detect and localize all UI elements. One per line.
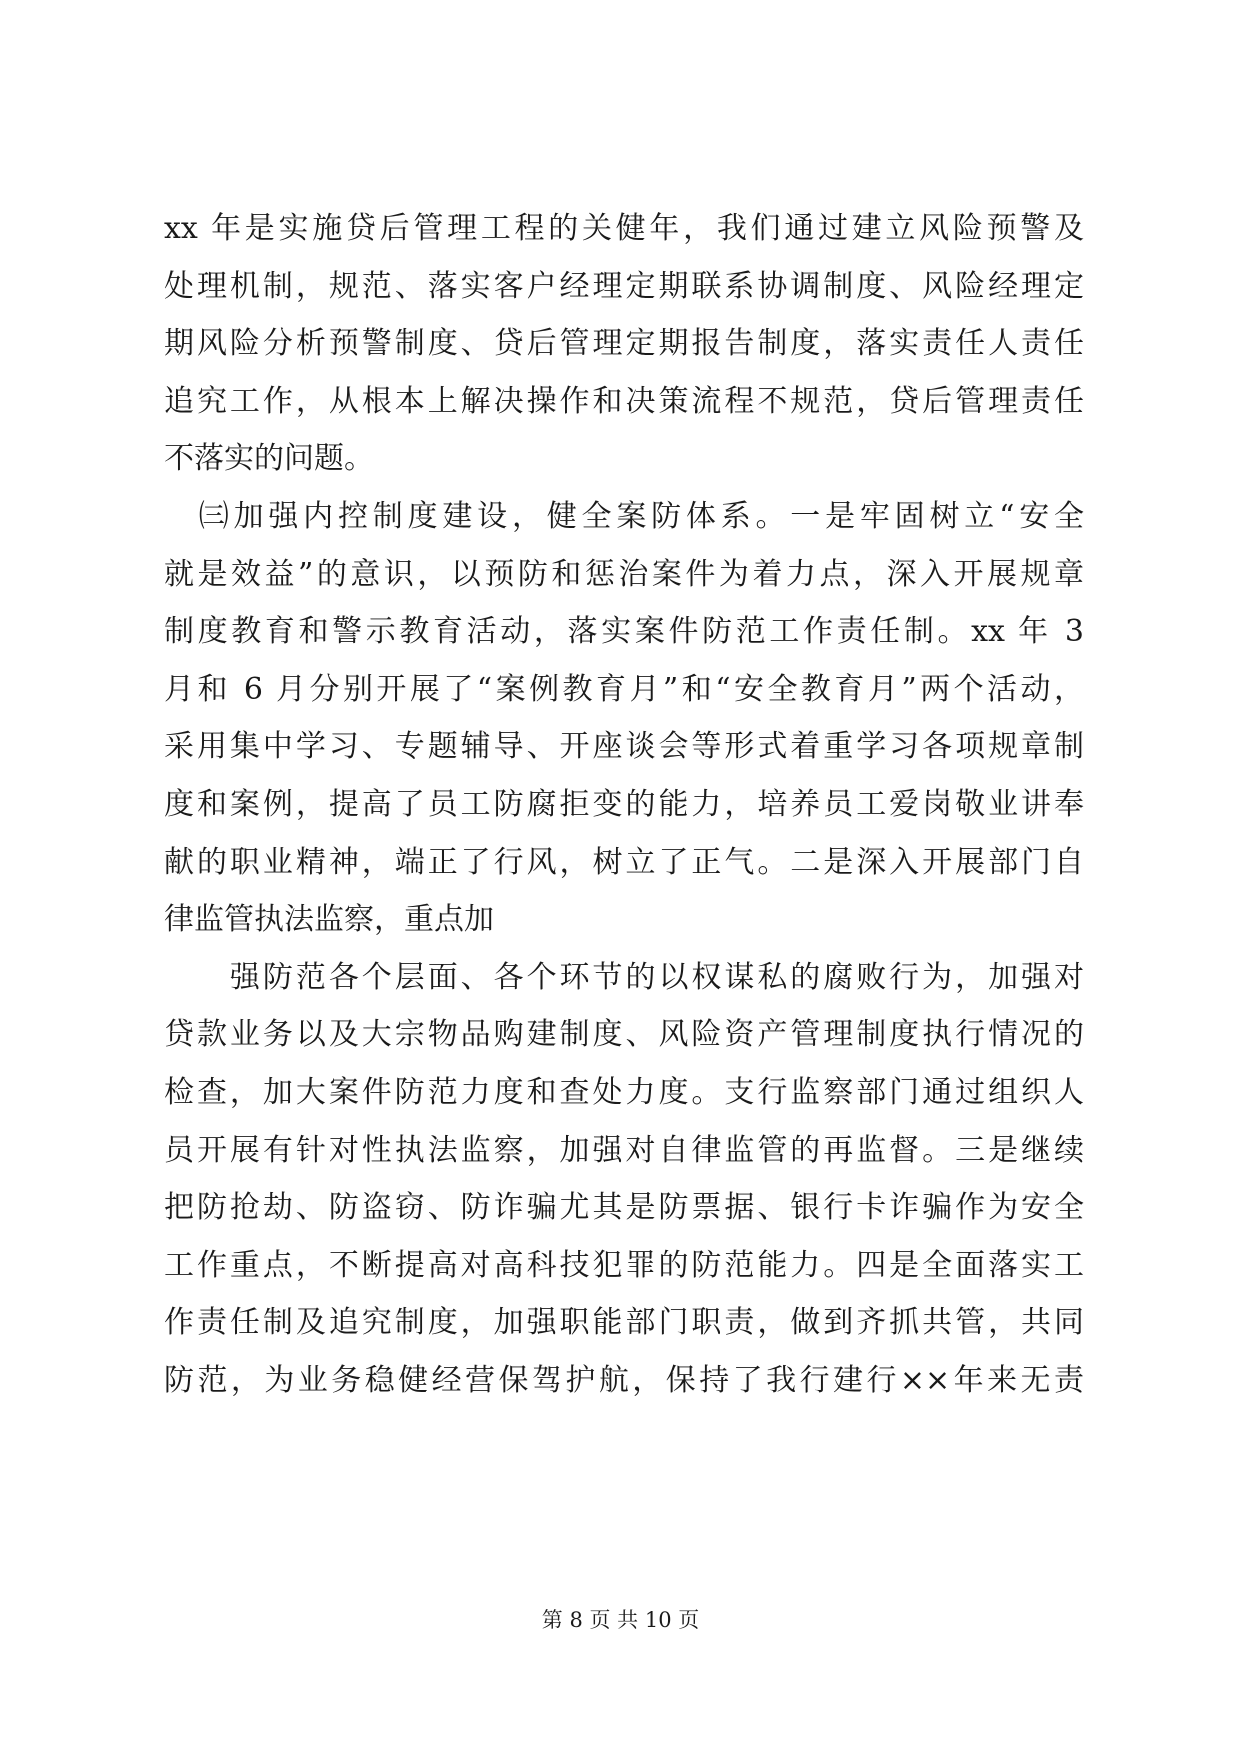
text-line: 献的职业精神，端正了行风，树立了正气。二是深入开展部门自 xyxy=(164,844,1084,880)
text-line: 就是效益”的意识，以预防和惩治案件为着力点，深入开展规章 xyxy=(164,556,1084,592)
text-line: 工作重点，不断提高对高科技犯罪的防范能力。四是全面落实工 xyxy=(164,1247,1084,1283)
text-line: 防范，为业务稳健经营保驾护航，保持了我行建行××年来无责 xyxy=(164,1362,1084,1398)
text-line: 强防范各个层面、各个环节的以权谋私的腐败行为，加强对 xyxy=(164,959,1084,995)
body-text xyxy=(164,200,1084,1409)
text-line: 员开展有针对性执法监察，加强对自律监管的再监督。三是继续 xyxy=(164,1132,1084,1168)
text-line: ㈢加强内控制度建设，健全案防体系。一是牢固树立“安全 xyxy=(164,498,1084,534)
text-line: 期风险分析预警制度、贷后管理定期报告制度，落实责任人责任 xyxy=(164,326,1084,362)
text-line: 处理机制，规范、落实客户经理定期联系协调制度、风险经理定 xyxy=(164,268,1084,304)
text-line: xx 年是实施贷后管理工程的关健年，我们通过建立风险预警及 xyxy=(164,211,1084,246)
text-line: 检查，加大案件防范力度和查处力度。支行监察部门通过组织人 xyxy=(164,1074,1084,1110)
page-number-footer: 第 8 页 共 10 页 xyxy=(541,1608,700,1632)
text-line: 贷款业务以及大宗物品购建制度、风险资产管理制度执行情况的 xyxy=(164,1017,1084,1053)
text-line: 作责任制及追究制度，加强职能部门职责，做到齐抓共管，共同 xyxy=(164,1305,1084,1341)
text-line: 度和案例，提高了员工防腐拒变的能力，培养员工爱岗敬业讲奉 xyxy=(164,786,1084,822)
text-line: 制度教育和警示教育活动，落实案件防范工作责任制。xx 年 3 xyxy=(164,614,1084,650)
text-line: 采用集中学习、专题辅导、开座谈会等形式着重学习各项规章制 xyxy=(164,729,1084,765)
text-line: 不落实的问题。 xyxy=(164,441,374,477)
text-line: 律监管执法监察，重点加 xyxy=(164,902,494,938)
text-line: 月和 6 月分别开展了“案例教育月”和“安全教育月”两个活动， xyxy=(164,671,1084,707)
text-line: 把防抢劫、防盗窃、防诈骗尤其是防票据、银行卡诈骗作为安全 xyxy=(164,1190,1084,1226)
text-line: 追究工作，从根本上解决操作和决策流程不规范，贷后管理责任 xyxy=(164,383,1084,419)
